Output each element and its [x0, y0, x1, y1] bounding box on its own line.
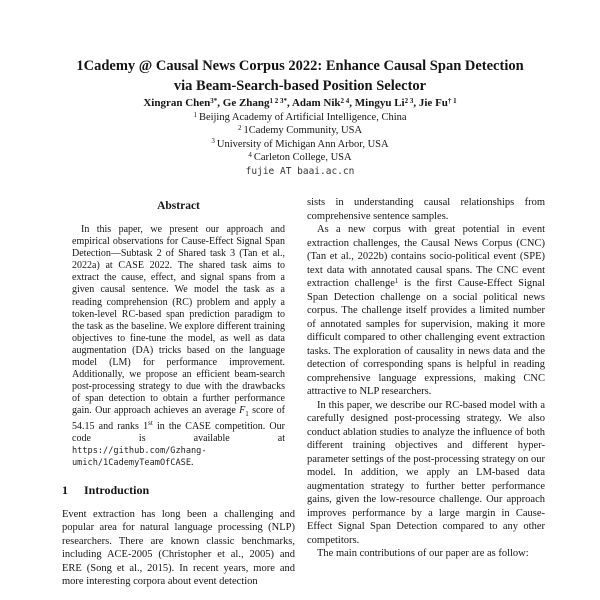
f1-symbol: F	[239, 405, 246, 417]
affiliation-2: $^2$ 1Cademy Community, USA	[237, 123, 363, 137]
abstract-heading: Abstract	[157, 200, 200, 212]
affiliation-3: $^3$ University of Michigan Ann Arbor, USA	[211, 137, 389, 150]
right-paragraph-3: The main contributions of our paper are as follow:	[317, 548, 529, 559]
affiliation-4: $^4$ Carleton College, USA	[248, 150, 352, 164]
author-1: Ge Zhang$^{1 2 3*}$,	[222, 96, 292, 109]
paper-title-line2: via Beam-Search-based Position Selector	[173, 78, 427, 94]
author-4-superscript: † 1	[447, 96, 457, 105]
right-paragraph-2: In this paper, we describe our RC-based model with a carefully designed post-processing strategy. We also conduct ablation studies to analyze the influence of both different training objectives and different hyper-parameter settings of the post-processing strategy on our model. In addition, we apply an LM-based data augmentation strategy to further better performance gains, given the low-resource challenge. Our approach improves performance by a large margin in Cause-Effect Signal Span Detection compared to any other competitors.	[307, 399, 545, 546]
abstract-text: In this paper, we present our approach and empirical observations for Cause-Effect Signal Span Detection—Subtask 2 of Shared task 3 (Tan et al., 2022a) at CASE 2022. The shared task aims to extract the cause, effect, and signal spans from a given causal sentence. We model the task as a reading comprehension (RC) problem and apply a token-level RC-based span prediction paradigm to the task as the baseline. We explore different training objectives to fine-tune the model, as well as data augmentation (DA) tricks based on the language model (LM) for performance improvement. Additionally, we propose an efficient beam-search post-processing strategy to due with the drawbacks of span detection to obtain a further performance gain. Our approach achieves an average $F_1$ score of 54.15 and ranks 1st in the CASE competition. Our code is available at https://github.com/Gzhang-umich/1CademyTeamOfCASE.	[72, 224, 285, 468]
rank-superscript: st	[148, 419, 153, 427]
code-repository-link[interactable]: https://github.com/Gzhang-umich/1CademyTeamOfCASE	[72, 445, 207, 468]
paper-title	[55, 56, 545, 96]
right-paragraph-1: As a new corpus with great potential in event extraction challenges, the Causal News Corpus (CNC) (Tan et al., 2022b) contains socio-political event (SPE) text data with annotated causal spans. The CNC event extraction challenge$^1$ is the first Cause-Effect Signal Span Detection challenge on a social political news corpus. The challenge itself provides a limited number of annotated samples for supervision, making it more difficult compared to other challenging event extraction tasks. The exploration of causality in news data and the detection of corresponding spans is helpful in reading comprehensive language expressions, making CNC attractive to NLP researchers.	[307, 224, 545, 397]
section-heading-introduction	[62, 483, 295, 498]
affiliation-1: $^1$ Beijing Academy of Artificial Intelligence, China	[193, 110, 407, 123]
author-4: Jie Fu$^{\dagger 1}$	[418, 96, 457, 109]
right-paragraph-continuation: sists in understanding causal relationships from comprehensive sentence samples.	[307, 197, 545, 222]
paper-title-line1: 1Cademy @ Causal News Corpus 2022: Enhance Causal Span Detection	[76, 58, 524, 74]
author-2-superscript: 2 4	[340, 96, 350, 105]
section-number: 1	[62, 482, 68, 497]
introduction-paragraph-1: Event extraction has long been a challenging and popular area for natural language processing (NLP) researchers. There are known classic benchmarks, including ACE-2005 (Christopher et al., 2005) and ERE (Song et al., 2015). In recent years, more and more interesting corpora about event detection	[62, 508, 295, 588]
author-0: Xingran Chen$^{3*}$,	[143, 96, 223, 109]
author-1-superscript: 1 2 3*	[269, 96, 288, 105]
contact-email: fujie AT baai.ac.cn	[245, 166, 355, 177]
author-3: Mingyu $Li^{2 3}$,	[354, 96, 419, 109]
left-column	[62, 196, 295, 600]
affiliation-block	[40, 111, 560, 165]
author-line	[40, 97, 560, 109]
f1-subscript: 1	[245, 410, 249, 419]
right-column	[307, 196, 545, 600]
author-0-superscript: 3*	[210, 96, 218, 105]
author-3-superscript: 2 3	[404, 96, 414, 105]
section-title: Introduction	[84, 482, 150, 497]
author-2: Adam Nik$^{2 4}$,	[291, 96, 355, 109]
footnote-marker: 1	[394, 276, 399, 285]
